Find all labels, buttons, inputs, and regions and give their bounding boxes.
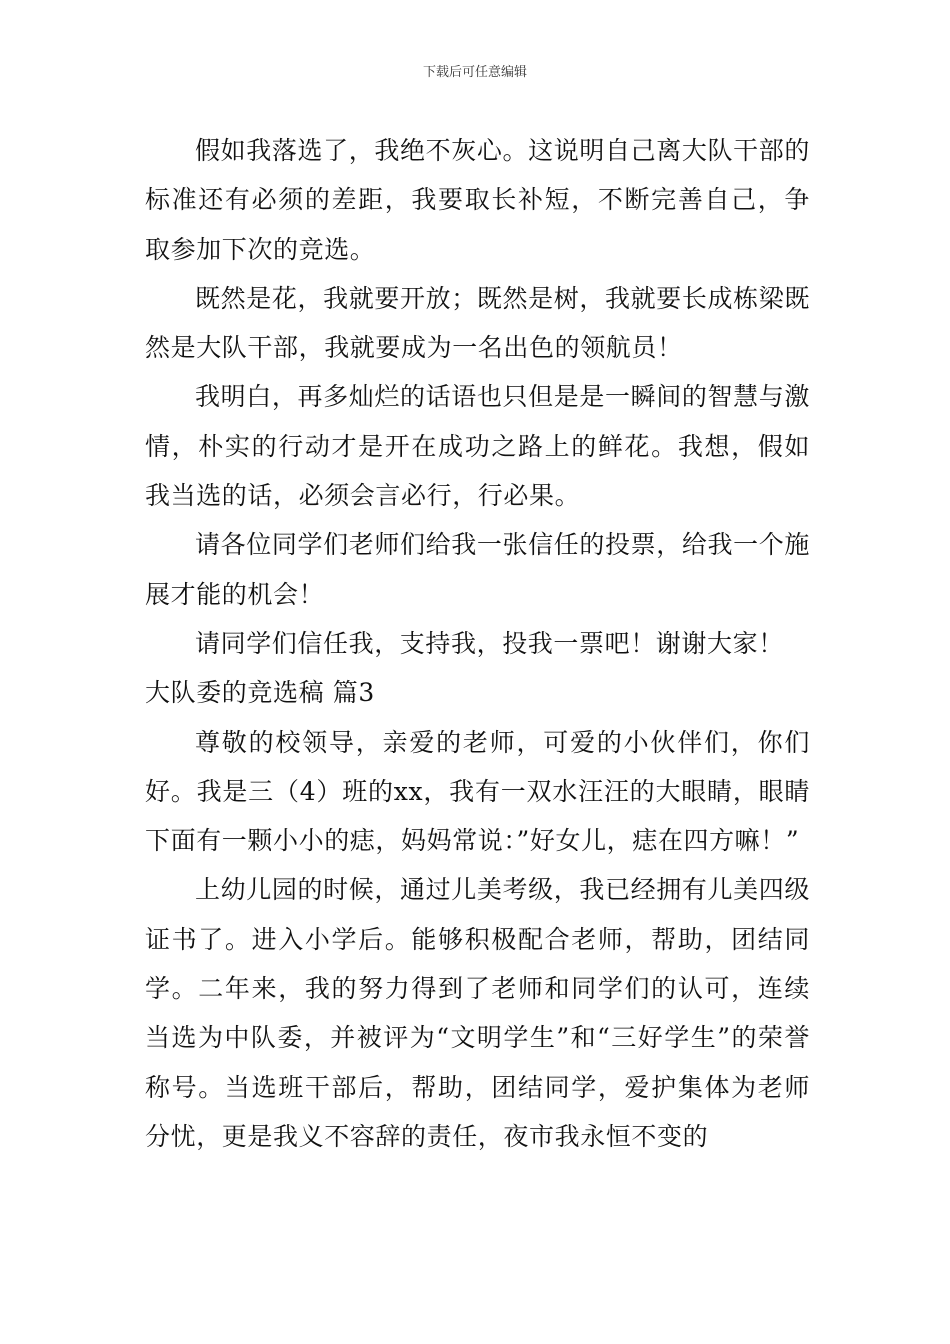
section-title: 大队委的竞选稿 篇3 (145, 678, 375, 708)
page-header: 下载后可任意编辑 (422, 65, 527, 80)
paragraph-3: 我明白，再多灿烂的话语也只但是是一瞬间的智慧与激情，朴实的行动才是开在成功之路上的鲜花。我想，假如我当选的话，必须会言必行，行必果。 (145, 382, 810, 511)
document-body (145, 126, 810, 1161)
paragraph-7: 上幼儿园的时候，通过儿美考级，我已经拥有儿美四级证书了。进入小学后。能够积极配合老师，帮助，团结同学。二年来，我的努力得到了老师和同学们的认可，连续当选为中队委，并被评为“文明学生”和“三好学生”的荣誉称号。当选班干部后，帮助，团结同学，爱护集体为老师分忧，更是我义不容辞的责任，夜市我永恒不变的 (145, 875, 810, 1151)
paragraph-5: 请同学们信任我，支持我，投我一票吧！谢谢大家！ (195, 628, 784, 658)
paragraph-4: 请各位同学们老师们给我一张信任的投票，给我一个施展才能的机会！ (145, 530, 810, 609)
paragraph-2: 既然是花，我就要开放；既然是树，我就要长成栋梁既然是大队干部，我就要成为一名出色的领航员！ (145, 283, 810, 363)
paragraph-6: 尊敬的校领导，亲爱的老师，可爱的小伙伴们，你们好。我是三（4）班的xx，我有一双水汪汪的大眼睛，眼睛下面有一颗小小的痣，妈妈常说：”好女儿，痣在四方嘛！” (145, 727, 810, 856)
paragraph-1: 假如我落选了，我绝不灰心。这说明自己离大队干部的标准还有必须的差距，我要取长补短，不断完善自己，争取参加下次的竞选。 (145, 136, 810, 264)
